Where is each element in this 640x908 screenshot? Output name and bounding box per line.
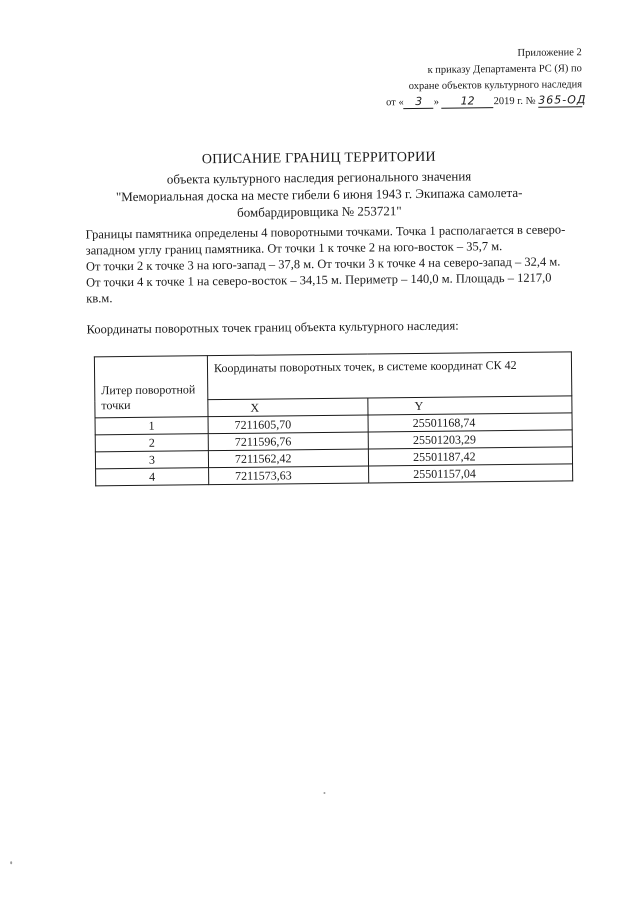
title-line-3: "Мемориальная доска на месте гибели 6 июня 1943 г. Экипажа самолета- [115, 184, 523, 205]
appendix-title: Приложение 2 [517, 47, 582, 59]
cell-point: 2 [95, 434, 208, 452]
description-line: кв.м. [86, 291, 113, 306]
description-line: Границы памятника определены 4 поворотными точками. Точка 1 располагается в северо- [85, 222, 566, 242]
cell-x: 7211596,76 [208, 432, 368, 451]
title-line-2: объекта культурного наследия регионального значения [166, 168, 472, 187]
date-year: 2019 г. № [493, 95, 536, 108]
cell-point: 4 [96, 468, 209, 486]
description-line: От точки 4 к точке 1 на северо-восток – 34,15 м. Периметр – 140,0 м. Площадь – 1217,0 [86, 270, 552, 290]
cell-y: 25501187,42 [369, 447, 573, 466]
header-y: Y [368, 396, 572, 415]
cell-y: 25501203,29 [368, 430, 572, 449]
scan-speck [323, 792, 325, 794]
cell-point: 1 [95, 417, 208, 435]
date-day: 3 [404, 95, 434, 109]
date-prefix: от « [386, 97, 404, 109]
date-month: 12 [442, 94, 494, 109]
cell-y: 25501168,74 [368, 413, 572, 432]
cell-x: 7211562,42 [208, 449, 368, 468]
cell-x: 7211573,63 [209, 466, 369, 485]
appendix-date-line [352, 93, 587, 111]
header-x: X [208, 398, 368, 417]
header-point-label: Литер поворотной точки [94, 356, 208, 418]
description-line: От точки 2 к точке 3 на юго-запад – 37,8 м. От точки 3 к точке 4 на северо-запад – 32,4 м. [85, 254, 561, 274]
header-coordinates-group: Координаты поворотных точек, в системе координат СК 42 [207, 352, 571, 400]
appendix-department: охране объектов культурного наследия [408, 79, 583, 93]
table-row [96, 464, 573, 486]
order-number: 365-ОД [538, 93, 587, 107]
appendix-order-ref: к приказу Департамента РС (Я) по [427, 63, 582, 76]
appendix-header [352, 45, 587, 111]
table-header-row [94, 352, 571, 401]
description-line: западном углу границ памятника. От точки 1 к точке 2 на юго-восток – 35,7 м. [85, 239, 503, 258]
coordinates-heading: Координаты поворотных точек границ объекта культурного наследия: [86, 318, 459, 337]
title-main: ОПИСАНИЕ ГРАНИЦ ТЕРРИТОРИИ [201, 149, 436, 168]
document-title [0, 147, 639, 224]
scan-speck [10, 861, 12, 864]
cell-x: 7211605,70 [208, 415, 368, 434]
cell-y: 25501157,04 [369, 464, 573, 483]
cell-point: 3 [95, 451, 208, 469]
title-line-4: бомбардировщика № 253721" [237, 203, 402, 220]
boundary-description [86, 221, 581, 306]
coordinates-table [94, 351, 573, 486]
date-mid: » [433, 96, 440, 108]
